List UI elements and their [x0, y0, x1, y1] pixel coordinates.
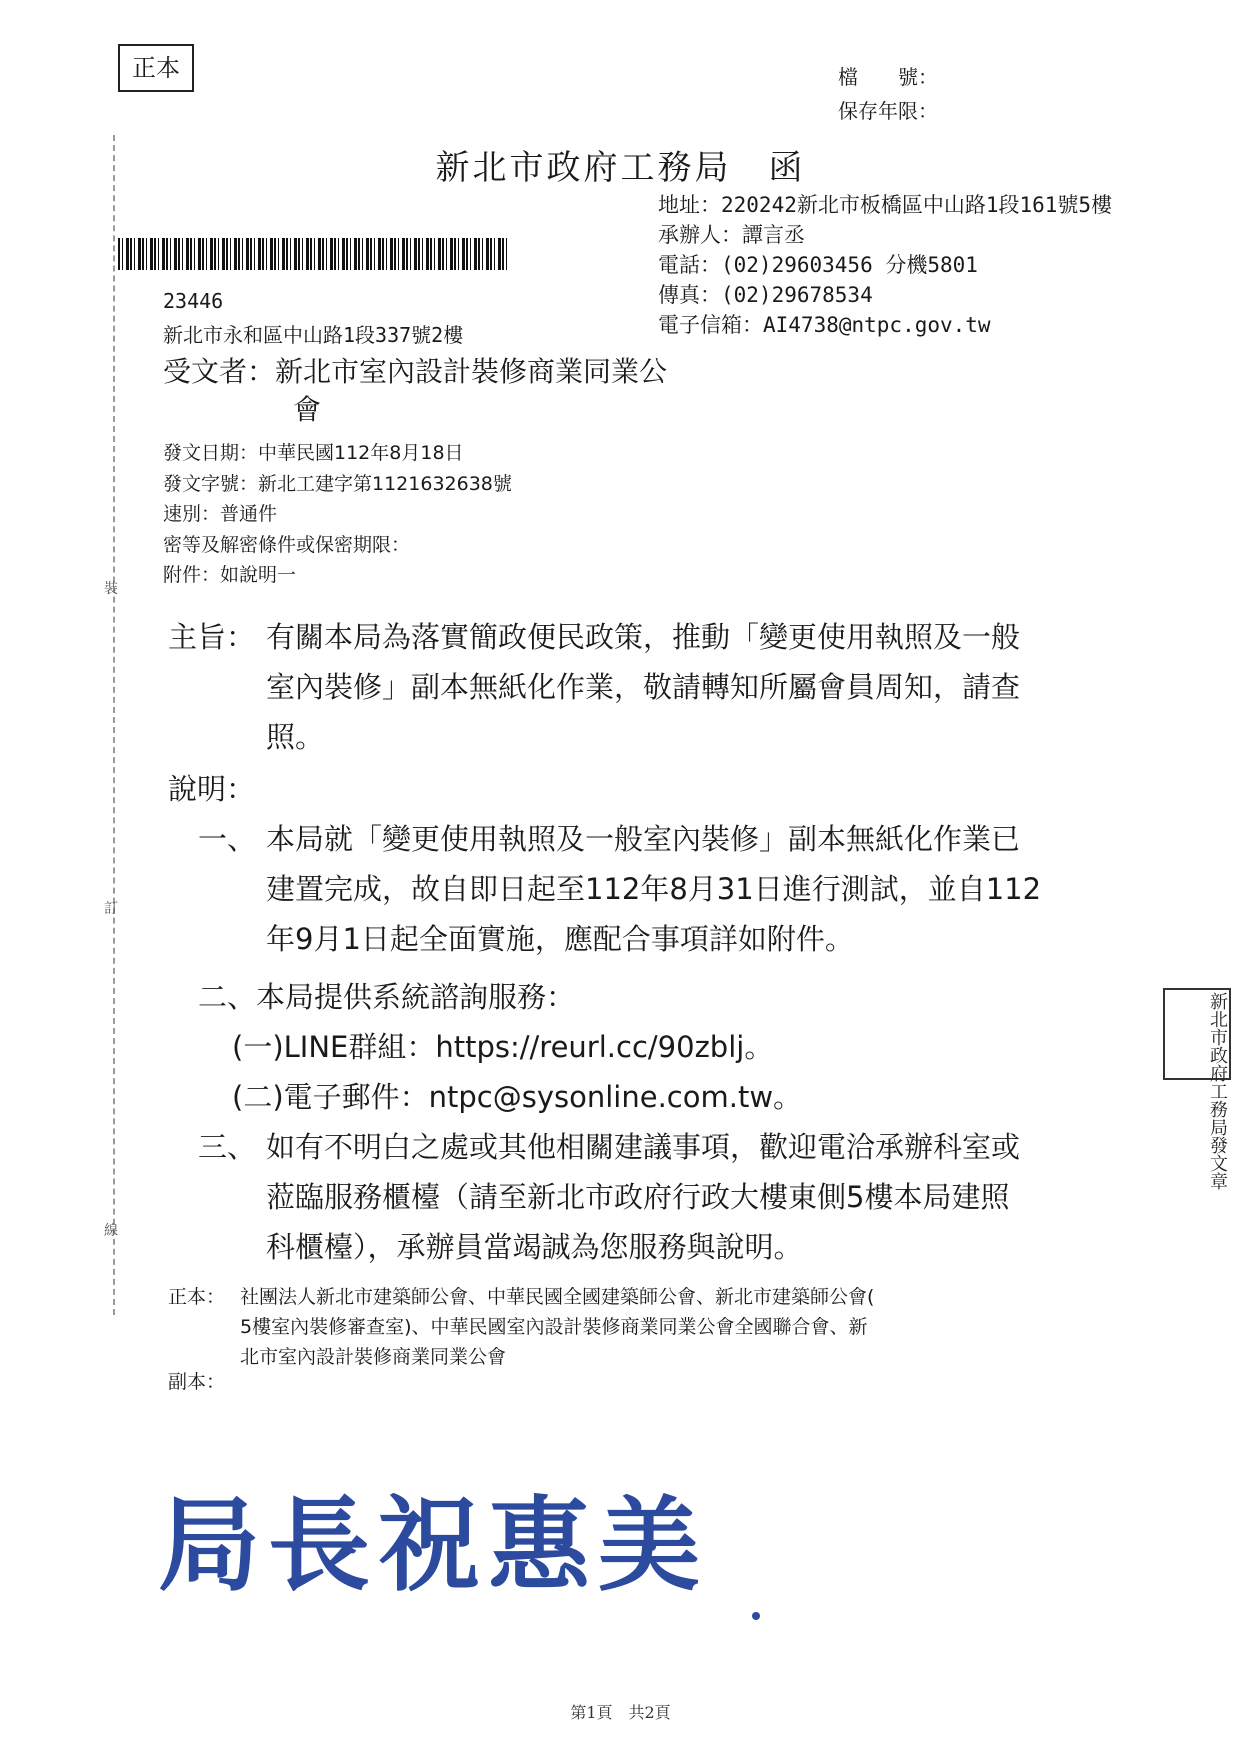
recipient-line-2: 會	[293, 393, 322, 426]
subject-line: 照。	[266, 720, 325, 754]
item-2-line-link: (一)LINE群組：https://reurl.cc/90zblj。	[232, 1030, 774, 1064]
item-2-email: (二)電子郵件：ntpc@sysonline.com.tw。	[232, 1080, 803, 1114]
binding-line	[113, 135, 115, 1315]
binding-mark-ding: 訂	[104, 901, 118, 917]
item-1-line: 建置完成，故自即日起至112年8月31日進行測試，並自112	[266, 872, 1042, 906]
document-meta	[163, 438, 512, 591]
cc-list	[240, 1282, 874, 1372]
copy-label: 副本：	[168, 1371, 226, 1393]
sender-address: 地址：220242新北市板橋區中山路1段161號5樓	[658, 193, 1113, 217]
issue-date: 發文日期：中華民國112年8月18日	[163, 442, 464, 464]
page-number: 第1頁 共2頁	[570, 1703, 671, 1722]
item-3-line: 科櫃檯），承辦員當竭誠為您服務與說明。	[266, 1230, 803, 1264]
recipient	[163, 353, 667, 429]
recipient-mailing-address	[163, 284, 463, 352]
item-3-line: 蒞臨服務櫃檯（請至新北市政府行政大樓東側5樓本局建照	[266, 1180, 1010, 1214]
subject-line: 有關本局為落實簡政便民政策，推動「變更使用執照及一般	[266, 620, 1021, 654]
cc-line: 5樓室內裝修審查室)、中華民國室內設計裝修商業同業公會全國聯合會、新	[240, 1316, 868, 1338]
confidentiality: 密等及解密條件或保密期限：	[163, 533, 411, 556]
item-1-number: 一、	[198, 822, 257, 856]
sender-contact-block	[658, 190, 1112, 340]
original-copy-label: 正本	[118, 44, 194, 92]
item-2: 二、本局提供系統諮詢服務：	[198, 980, 576, 1014]
file-info	[838, 60, 938, 128]
item-3-line: 如有不明白之處或其他相關建議事項，歡迎電洽承辦科室或	[266, 1130, 1021, 1164]
attachment: 附件：如說明一	[163, 564, 297, 586]
email: 電子信箱：AI4738@ntpc.gov.tw	[658, 313, 991, 337]
cc-label: 正本：	[168, 1286, 226, 1308]
recipient-line-1: 受文者：新北市室內設計裝修商業同業公	[163, 355, 668, 388]
phone: 電話：(02)29603456 分機5801	[658, 253, 978, 277]
file-number-label: 檔 號：	[838, 65, 938, 89]
binding-mark-xian: 線	[104, 1223, 118, 1239]
subject-label: 主旨：	[168, 620, 256, 654]
document-title: 新北市政府工務局 函	[435, 148, 806, 188]
postal-code: 23446	[163, 289, 224, 313]
item-1-line: 本局就「變更使用執照及一般室內裝修」副本無紙化作業已	[266, 822, 1021, 856]
director-signature-stamp: 局長祝惠美	[158, 1486, 708, 1606]
item-1-text	[266, 814, 1041, 964]
mailing-address: 新北市永和區中山路1段337號2樓	[163, 323, 464, 347]
explanation-label: 說明：	[168, 772, 256, 806]
doc-number: 發文字號：新北工建字第1121632638號	[163, 472, 512, 495]
item-3-number: 三、	[198, 1130, 257, 1164]
item-3-text	[266, 1122, 1020, 1272]
subject-text	[266, 612, 1020, 762]
seal-text: 新北市政府工務局發文章	[1207, 992, 1228, 1190]
signature-dot	[752, 1612, 760, 1620]
barcode	[118, 238, 508, 270]
item-1-line: 年9月1日起全面實施，應配合事項詳如附件。	[266, 922, 854, 956]
binding-mark-zhuang: 裝	[104, 581, 118, 597]
fax: 傳真：(02)29678534	[658, 283, 873, 307]
cc-line: 北市室內設計裝修商業同業公會	[240, 1346, 507, 1368]
handler: 承辦人：譚言丞	[658, 223, 805, 247]
agency-seal-stamp	[1163, 988, 1231, 1190]
subject-line: 室內裝修」副本無紙化作業，敬請轉知所屬會員周知，請查	[266, 670, 1021, 704]
speed: 速別：普通件	[163, 503, 278, 525]
cc-line: 社團法人新北市建築師公會、中華民國全國建築師公會、新北市建築師公會(	[240, 1286, 875, 1308]
retention-label: 保存年限：	[838, 99, 938, 123]
